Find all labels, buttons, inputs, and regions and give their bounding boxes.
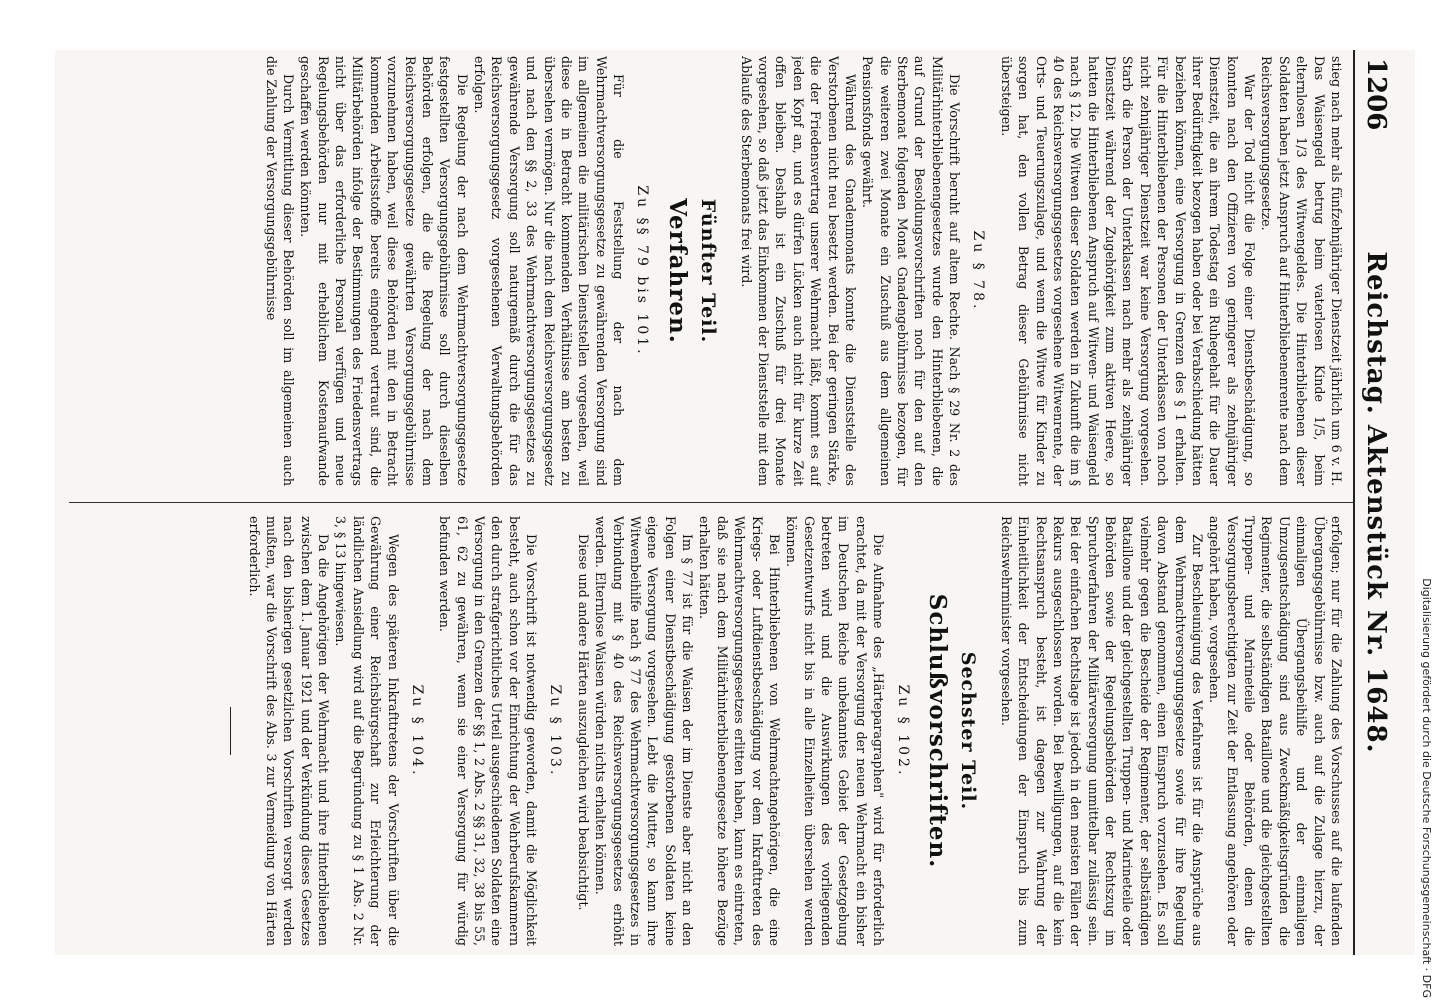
stamp-text: Digitalisierung gefördert durch die Deutsche Forschungsgemeinschaft · DFG	[1420, 578, 1433, 998]
paragraph: erfolgen; nur für die Zahlung des Vorschusses auf die laufenden Übergangsgebührnisse bzw. auch auf die Zulage hierzu, der einmaligen Übergangsbeihilfe und der einmaligen Umzugsentschädigung sind aus Zweckmäßigkeitsgründen die Regimenter, die selbständigen Bataillone und die gleichgestellten Truppen- und Marineteile oder Behörden, denen die Versorgungsberechtigten zur Zeit der Entlassung angehören oder angehört haben, vorgesehen.	[1207, 516, 1344, 946]
paragraph: Diese und andere Härten auszugleichen wird beabsichtigt.	[575, 534, 591, 911]
column-divider	[69, 502, 1353, 503]
paragraph: Für die Feststellung der nach dem Wehrmachtversorgungsgesetze zu gewährenden Versorgung sind im allgemeinen die militärischen Dienststellen vorgesehen, weil diese die in Betracht kommenden Verhältnisse am besten zu übersehen vermögen. Nur die nach dem Reichsversorgungsgesetz und nach den §§ 2, 33 des Wehrmachtversorgungsgesetzes zu gewährende Versorgung soll naturgemäß durch die für das Reichsversorgungsgesetz vorgesehenen Verwaltungsbehörden erfolgen.	[472, 56, 627, 486]
paragraph: stieg nach mehr als fünfzehnjähriger Dienstzeit jährlich um 6 v. H. Das Waisengeld betrug beim vaterlosen Kinde 1/5, beim elternlosen 1/3 des Witwengeldes. Die Hinterbliebenen dieser Soldaten haben jetzt Anspruch auf Hinterbliebenenrente nach dem Reichsversorgungsgesetze.	[1259, 56, 1344, 486]
paragraph: Durch Vermittlung dieser Behörden soll im allgemeinen auch die Zahlung der Versorgungsgebührnisse	[263, 56, 296, 486]
page-content	[55, 50, 1415, 955]
part-heading: Sechster Teil.	[957, 651, 980, 811]
paragraph: Im § 77 ist für die Waisen der im Dienste aber nicht an den Folgen einer Dienstbeschädigung gestorbenen Soldaten keine eigene Versorgung vorgesehen. Lebt die Mutter, so kann ihre Witwenbeihilfe nach § 77 des Wehrmachtversorgungsgesetzes in Verbindung mit § 40 des Reichsversorgungsgesetzes erhöht werden. Elternlose Waisen würden nichts erhalten können.	[593, 516, 696, 946]
part-subheading: Verfahren.	[664, 198, 692, 344]
paragraph: Die Vorschrift ist notwendig geworden, damit die Möglichkeit besteht, auch schon vor der Einrichtung der Wehrberufskammern den durch strafgerichtliches Urteil ausgeschiedenen Soldaten eine Versorgung in den Grenzen der §§ 1, 2 Abs. 2 §§ 31, 32, 38 bis 55, 61, 62 zu gewähren, wenn sie einer Versorgung für würdig befunden werden.	[437, 516, 540, 946]
part-subheading: Schlußvorschriften.	[924, 593, 952, 869]
end-rule	[230, 707, 231, 755]
paragraph: Die Vorschrift beruht auf altem Rechte. Nach § 29 Nr. 2 des Militärhinterbliebenengesetzes wurde den Hinterbliebenen, die auf Grund der Besoldungsvorschriften noch für den auf den Sterbemonat folgenden Monat Gnadengebührnisse bezogen, für die weiteren zwei Monate ein Zuschuß aus dem allgemeinen Pensionsfonds gewährt.	[860, 56, 963, 486]
paragraph: Wegen des späteren Inkrafttretens der Vorschriften über die Gewährung einer Reichsbürgschaft zur Erleichterung der ländlichen Ansiedlung wird auf die Begründung zu § 1 Abs. 2 Nr. 3, § 13 hingewiesen.	[333, 516, 401, 946]
section-heading: Zu § 103.	[547, 684, 564, 778]
section-heading: Zu § 102.	[894, 684, 911, 778]
section-heading: Zu § 78.	[970, 230, 987, 312]
section-heading: Zu § 104.	[408, 684, 425, 778]
digitization-stamp	[1418, 8, 1434, 998]
paragraph: Während des Gnadenmonats konnte die Dienststelle des Verstorbenen nicht neu besetzt werden. Bei der geringen Stärke, die der Friedensvertrag unserer Wehrmacht läßt, kommt es auf jeden Kopf an, und es dürfen Lücken auch nicht für kurze Zeit offen bleiben. Deshalb ist ein Zuschuß für drei Monate vorgesehen, so daß jetzt das Einkommen der Dienststelle mit dem Ablaufe des Sterbemonats frei wird.	[738, 56, 858, 486]
running-head: Reichstag. Aktenstück Nr. 1648.	[1361, 251, 1391, 754]
page-number: 1206	[1361, 58, 1391, 131]
paragraph: Die Aufnahme des „Härteparagraphen" wird für erforderlich erachtet, da mit der Versorgung der neuen Wehrmacht ein bisher im Deutschen Reiche unbekanntes Gebiet der Gesetzgebung betreten wird und die Auswirkungen des vorliegenden Gesetzentwurfs nicht bis in alle Einzelheiten übersehen werden können.	[784, 516, 887, 946]
page-header	[1353, 50, 1415, 955]
text-column-left	[67, 56, 1345, 486]
paragraph: Zur Beschleunigung des Verfahrens ist für die Ansprüche aus dem Wehrmachtversorgungsgesetze sowie für ihre Regelung davon Abstand genommen, einen Einspruch vorzusehen. Es soll vielmehr gegen die Bescheide der Regimenter, der selbständigen Bataillone und der gleichgestellten Truppen- und Marineteile oder Behörden sowie der Regelungsbehörden der Rechtszug im Spruchverfahren der Militärversorgung unmittelbar zulässig sein. Bei der einfachen Rechtslage ist jedoch in den meisten Fällen der Rekurs ausgeschlossen worden. Bei Bewilligungen, auf die kein Rechtsanspruch besteht, ist dagegen zur Wahrung der Einheitlichkeit der Entscheidungen der Einspruch bis zum Reichswehrminister vorgesehen.	[998, 516, 1205, 946]
text-column-right	[67, 516, 1345, 946]
scanned-page	[55, 50, 1415, 955]
part-heading: Fünfter Teil.	[697, 198, 720, 344]
paragraph: Da die Angehörigen der Wehrmacht und ihre Hinterbliebenen zwischen dem 1. Januar 1921 und der Verkündung dieses Gesetzes nach den bisherigen gesetzlichen Vorschriften versorgt werden mußten, war die Vorschrift des Abs. 3 zur Vermeidung von Härten erforderlich.	[246, 516, 332, 946]
paragraph: Bei Hinterbliebenen von Wehrmachtangehörigen, die eine Kriegs- oder Luftdienstbeschädigung vor dem Inkrafttreten des Wehrmachtversorgungsgesetzes erlitten haben, kann es eintreten, daß sie nach dem Militärhinterbliebenengesetze höhere Bezüge erhalten hätten.	[697, 516, 782, 946]
paragraph: War der Tod nicht die Folge einer Dienstbeschädigung, so konnten nach den Offizieren von geringerer als zehnjähriger Dienstzeit, die an ihrem Todestag ein Ruhegehalt für die Dauer ihrer Bedürftigkeit bezogen haben oder bei Verabschiedung hätten beziehen können, eine Versorgung in Grenzen des § 1 erhalten. Für die Hinterbliebenen der Personen der Unterklassen von noch nicht zehnjähriger Dienstzeit war keine Versorgung vorgesehen. Starb die Person der Unterklassen nach mehr als zehnjähriger Dienstzeit während der Zugehörigkeit zum aktiven Heere, so hatten die Hinterbliebenen Anspruch auf Witwen- und Waisengeld nach § 12. Die Witwen dieser Soldaten werden in Zukunft die im § 40 des Reichsversorgungsgesetzes vorgesehene Witwenrente, der Orts- und Teuerungszulage, und wenn die Witwe für Kinder zu sorgen hat, den vollen Betrag dieser Gebührnisse nicht übersteigen.	[998, 56, 1258, 486]
paragraph: Die Regelung der nach dem Wehrmachtversorgungsgesetze festgestellten Versorgungsgebührnisse soll durch dieselben Behörden erfolgen, die die Regelung der nach dem Reichsversorgungsgesetze gewährten Versorgungsgebührnisse vorzunehmen haben, weil diese Behörden mit den in Betracht kommenden Arbeitsstoffe bereits eingehend vertraut sind, die Militärbehörden infolge der Bestimmungen des Friedensvertrags nicht über das erforderliche Personal verfügen und neue Regelungsbehörden nur mit erheblichem Kostenaufwande geschaffen werden könnten.	[298, 56, 470, 486]
section-heading: Zu §§ 79 bis 101.	[634, 185, 651, 357]
